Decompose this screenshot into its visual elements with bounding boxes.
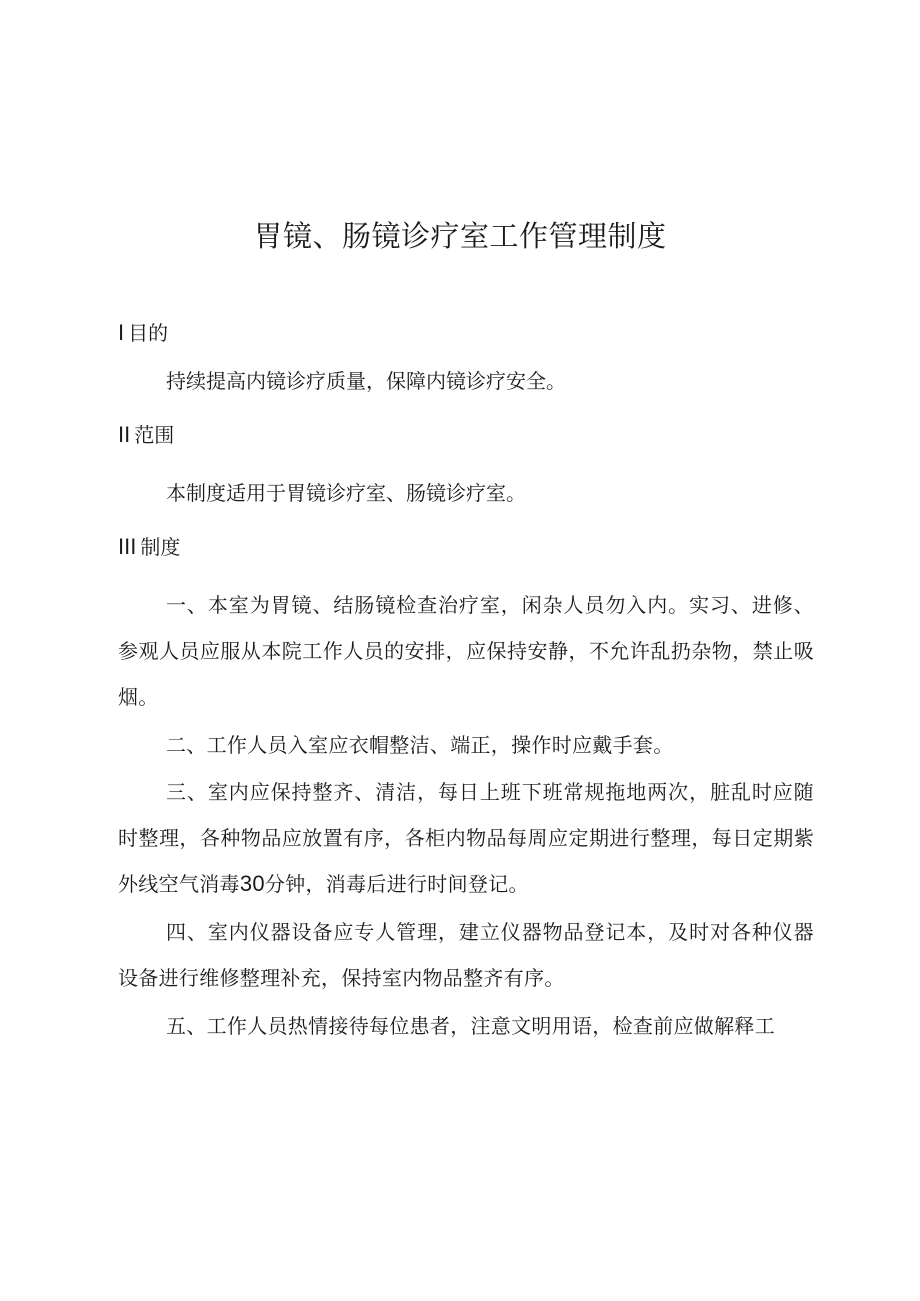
rule-paragraph-3: [118, 769, 814, 907]
section-numeral: II: [118, 422, 131, 447]
section-body-scope: 本制度适用于胃镜诊疗室、肠镜诊疗室。: [166, 481, 526, 505]
section-heading-purpose: [118, 319, 168, 347]
rule-paragraph-5: 五、工作人员热情接待每位患者，注意文明用语，检查前应做解释工: [166, 1014, 775, 1038]
section-numeral: I: [118, 320, 125, 345]
section-numeral: III: [118, 534, 137, 559]
rule-number: 30: [239, 871, 265, 896]
rule-text: 分钟，消毒后进行时间登记。: [264, 872, 529, 896]
rule-text: 三、室内应保持整齐、清洁，每日上班下班常规拖地两次，脏乱时应随时整理，各种物品应放置有序，各柜内物品每周应定期进行整理，每日定期紫外线空气消毒: [118, 780, 814, 896]
section-heading-rules: [118, 533, 180, 561]
document-title: 胃镜、肠镜诊疗室工作管理制度: [253, 219, 667, 253]
section-heading-text: 目的: [128, 321, 169, 345]
rule-paragraph-4: 四、室内仪器设备应专人管理，建立仪器物品登记本，及时对各种仪器设备进行维修整理补充，保持室内物品整齐有序。: [118, 920, 814, 990]
rule-paragraph-1: 一、本室为胃镜、结肠镜检查治疗室，闲杂人员勿入内。实习、进修、参观人员应服从本院工作人员的安排，应保持安静，不允许乱扔杂物，禁止吸烟。: [118, 593, 814, 709]
rule-paragraph-2: 二、工作人员入室应衣帽整洁、端正，操作时应戴手套。: [166, 733, 674, 757]
section-heading-text: 制度: [140, 535, 181, 559]
section-heading-text: 范围: [134, 423, 175, 447]
section-body-purpose: 持续提高内镜诊疗质量，保障内镜诊疗安全。: [166, 369, 566, 393]
section-heading-scope: [118, 421, 174, 449]
